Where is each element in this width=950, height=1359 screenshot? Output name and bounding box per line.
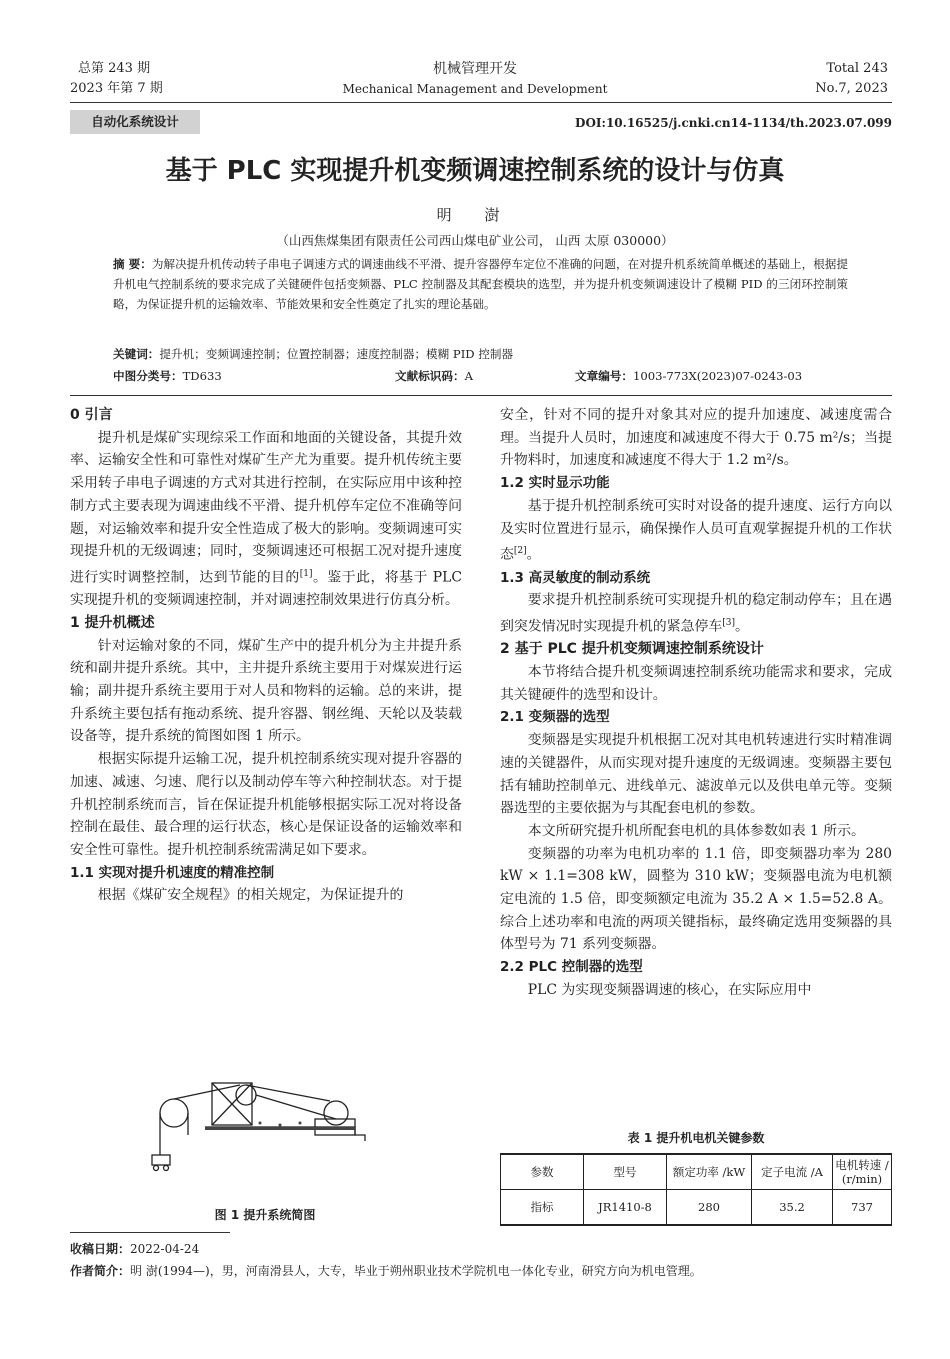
header-rule <box>70 102 892 103</box>
abstract-text: 为解决提升机传动转子串电子调速方式的调速曲线不平滑、提升容器停车定位不准确的问题，在对提升机系统简单概述的基础上，根据提升机电气控制系统的要求完成了关键硬件包括变频器、PLC 控制器及其配套模块的选型，并为提升机变频调速设计了模糊 PID 的三闭环控制策略，为保证提升机的运输效率、节能效果和安全性奠定了扎实的理论基础。 <box>113 257 848 311</box>
wheel <box>164 1166 169 1171</box>
gravel <box>259 1122 262 1125</box>
rope-top <box>174 1085 240 1099</box>
section-heading-1-2: 1.2 实时显示功能 <box>500 475 610 492</box>
paragraph: PLC 为实现变频器调速的核心，在实际应用中 <box>527 981 812 998</box>
right-column <box>500 404 892 1002</box>
clc-number <box>113 368 222 384</box>
issue-no: No.7, 2023 <box>815 81 888 96</box>
paragraph-text: 提升机是煤矿实现综采工作面和地面的关键设备，其提升效率、运输安全性和可靠性对煤矿生产尤为重要。提升机传统主要采用转子串电子调速的方式对其进行控制，在实际应用中该种控制方式主要表现为调速曲线不平滑、提升机停车定位不准确等问题，对运输效率和提升安全性造成了极大的影响。变频调速可实现提升机的无级调速；同时，变频调速还可根据工况对提升速度进行实时调整控制，达到节能的目的 <box>70 429 462 586</box>
table-cell: 280 <box>667 1190 752 1226</box>
gravel <box>279 1124 282 1127</box>
total-number: Total 243 <box>826 61 888 76</box>
section-heading-0: 0 引言 <box>70 407 113 423</box>
issue-year: 2023 年第 7 期 <box>70 81 163 96</box>
table-cell: 指标 <box>501 1190 584 1226</box>
sheave-wheel <box>160 1099 188 1127</box>
abstract-rule <box>70 395 892 396</box>
table-header-cell: 电机转速 / (r/min) <box>833 1154 892 1190</box>
paragraph-text: 。鉴于此，将基于 PLC 实现提升机的变频调速控制，并对调速控制效果进行仿真分析。 <box>70 569 462 609</box>
received-date <box>70 1240 199 1257</box>
section-heading-1: 1 提升机概述 <box>70 614 155 631</box>
bio-text: 明 澍(1994—)，男，河南滑县人，大专，毕业于朔州职业技术学院机电一体化专业，研究方向为机电管理。 <box>130 1264 702 1278</box>
doc-value: A <box>464 369 473 383</box>
left-column <box>70 404 462 907</box>
table-cell: JR1410-8 <box>584 1190 667 1226</box>
paragraph: 安全，针对不同的提升对象其对应的提升加速度、减速度需合理。当提升人员时，加速度和减速度不得大于 0.75 m²/s；当提升物料时，加速度和减速度不得大于 1.2 m²/s。 <box>500 407 892 469</box>
paragraph: 本节将结合提升机变频调速控制系统功能需求和要求，完成其关键硬件的选型和设计。 <box>500 663 892 703</box>
paragraph: 本文所研究提升机所配套电机的具体参数如表 1 所示。 <box>527 822 865 839</box>
paragraph <box>70 427 462 612</box>
rope-to-drum <box>246 1085 330 1101</box>
clc-label: 中图分类号： <box>113 369 183 383</box>
doc-code <box>395 368 473 384</box>
page-title: 基于 PLC 实现提升机变频调速控制系统的设计与仿真 <box>165 156 785 186</box>
table-header-cell: 定子电流 /A <box>752 1154 833 1190</box>
table-cell: 35.2 <box>752 1190 833 1226</box>
author-bio <box>70 1262 892 1279</box>
section-heading-2: 2 基于 PLC 提升机变频调速控制系统设计 <box>500 641 764 658</box>
wheel <box>154 1166 159 1171</box>
paragraph: 变频器是实现提升机根据工况对其电机转速进行实时精准调速的关键器件，从而实现对提升速度的无级调速。变频器主要包括有辅助控制单元、进线单元、滤波单元以及供电单元等。变频器选型的主要依据为与其配套电机的参数。 <box>500 732 892 817</box>
keywords <box>113 346 513 362</box>
citation: [2] <box>513 546 527 557</box>
hoist-system-diagram <box>150 1073 380 1203</box>
table-header-cell: 额定功率 /kW <box>667 1154 752 1190</box>
keywords-text: 提升机；变频调速控制；位置控制器；速度控制器；模糊 PID 控制器 <box>159 347 514 361</box>
paragraph: 根据《煤矿安全规程》的相关规定，为保证提升的 <box>97 887 404 904</box>
table-cell: 737 <box>833 1190 892 1226</box>
article-number <box>575 368 802 384</box>
paragraph <box>500 589 892 638</box>
section-heading-2-2: 2.2 PLC 控制器的选型 <box>500 959 643 976</box>
paragraph-text: 。 <box>526 546 541 563</box>
journal-name-cn: 机械管理开发 <box>433 61 517 77</box>
table-header-row <box>501 1154 892 1190</box>
paragraph-text: 基于提升机控制系统可实时对设备的提升速度、运行方向以及实时位置进行显示，确保操作人员可直观掌握提升机的工作状态 <box>500 497 892 563</box>
citation: [1] <box>299 568 313 579</box>
keywords-label: 关键词： <box>113 347 160 361</box>
paragraph-text: 。 <box>735 618 749 635</box>
author: 明 澍 <box>436 206 514 224</box>
abstract-label: 摘 要： <box>113 257 152 271</box>
foundation <box>205 1127 355 1130</box>
paragraph: 根据实际提升运输工况，提升机控制系统实现对提升容器的加速、减速、匀速、爬行以及制动停车等六种控制状态。对于提升机控制系统而言，旨在保证提升机能够根据实际工况对将设备控制在最佳、最合理的运行状态，核心是保证设备的运输效率和安全性可靠性。提升机控制系统需满足如下要求。 <box>70 751 462 858</box>
received-value: 2022-04-24 <box>130 1242 200 1256</box>
article-label: 文章编号： <box>575 369 633 383</box>
paragraph <box>500 495 892 567</box>
table-header-cell: 型号 <box>584 1154 667 1190</box>
section-heading-1-1: 1.1 实现对提升机速度的精准控制 <box>70 864 275 881</box>
table-row <box>501 1190 892 1226</box>
paragraph: 变频器的功率为电机功率的 1.1 倍，即变频器功率为 280 kW × 1.1=308 kW，圆整为 310 kW；变频器电流为电机额定电流的 1.5 倍，即变频额定电流为 35.2 A × 1.5=52.8 A。综合上述功率和电流的两项关键指标，最终确定选用变频器的具体型号为 71 系列变频器。 <box>500 845 892 953</box>
hoist-drum <box>324 1101 348 1125</box>
doi: DOI:10.16525/j.cnki.cn14-1134/th.2023.07.099 <box>575 116 892 130</box>
bio-label: 作者简介： <box>70 1264 131 1278</box>
table1-title: 表 1 提升机电机关键参数 <box>627 1131 765 1145</box>
paragraph: 针对运输对象的不同，煤矿生产中的提升机分为主井提升系统和副井提升系统。其中，主井提升系统主要用于对煤炭进行运输；副井提升系统主要用于对人员和物料的运输。总的来讲，提升系统主要包括有拖动系统、提升容器、钢丝绳、天轮以及装载设备等，提升系统的简图如图 1 所示。 <box>70 637 462 745</box>
table-header-cell: 参数 <box>501 1154 584 1190</box>
citation: [3] <box>722 617 736 628</box>
figure1-caption: 图 1 提升系统简图 <box>214 1208 316 1222</box>
doc-label: 文献标识码： <box>395 369 465 383</box>
skip-car <box>152 1155 170 1165</box>
section-heading-1-3: 1.3 高灵敏度的制动系统 <box>500 569 651 586</box>
gravel <box>299 1122 302 1125</box>
footnote-rule <box>70 1232 230 1233</box>
issue-number: 总第 243 期 <box>78 61 151 76</box>
affiliation: （山西焦煤集团有限责任公司西山煤电矿业公司， 山西 太原 030000） <box>276 233 674 248</box>
section-tag: 自动化系统设计 <box>70 110 200 134</box>
motor-parameters-table <box>500 1153 892 1226</box>
article-value: 1003-773X(2023)07-0243-03 <box>632 369 803 383</box>
head-sheave <box>236 1085 256 1105</box>
clc-value: TD633 <box>182 369 222 383</box>
section-heading-2-1: 2.1 变频器的选型 <box>500 709 610 726</box>
journal-name-en: Mechanical Management and Development <box>342 82 608 96</box>
abstract <box>113 254 848 314</box>
paragraph-text: 要求提升机控制系统可实现提升机的稳定制动停车；且在遇到突发情况时实现提升机的紧急停车 <box>500 592 892 635</box>
received-label: 收稿日期： <box>70 1242 131 1256</box>
